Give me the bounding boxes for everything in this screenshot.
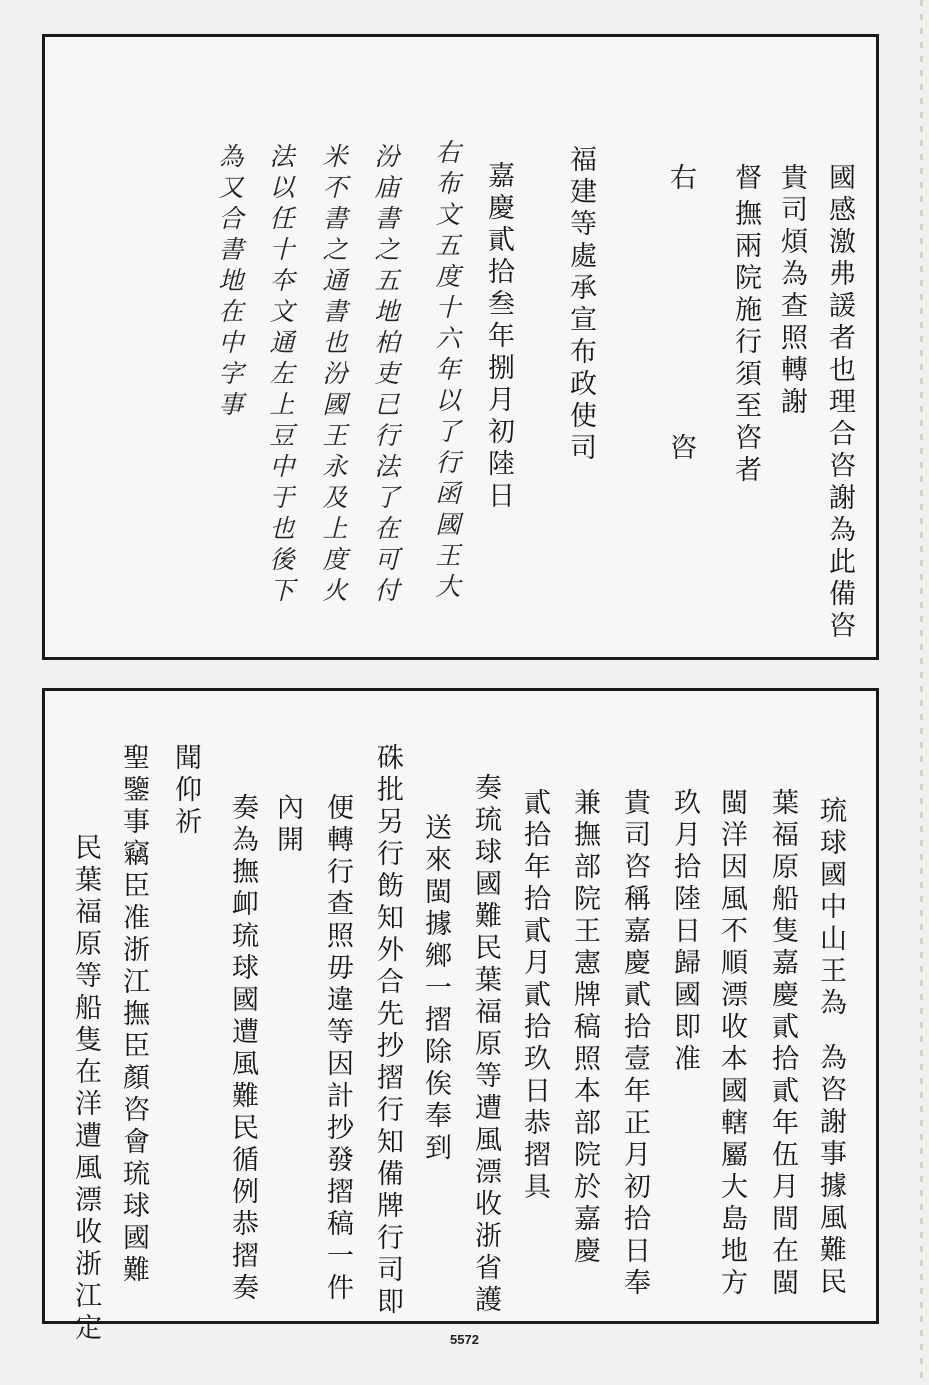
top-col-1: 國感激弗諼者也理合咨謝為此備咨 bbox=[824, 163, 855, 643]
top-col-3: 督 bbox=[730, 163, 761, 195]
bottom-col-10: 送來閩據鄉一摺除俟奉到 bbox=[420, 813, 451, 1165]
bottom-col-5: 玖月拾陸日歸國即准 bbox=[669, 788, 700, 1076]
top-col-5: 右 bbox=[665, 163, 696, 195]
top-col-12: 法以任十夲文通左上豆中于也後下 bbox=[266, 143, 295, 608]
top-col-11: 米不書之通書也汾國王永及上度火 bbox=[319, 143, 348, 608]
bottom-col-12: 便轉行查照毋違等因計抄發摺稿一件 bbox=[322, 793, 353, 1305]
top-col-4: 撫兩院施行須至咨者 bbox=[730, 199, 761, 487]
page-number: 5572 bbox=[450, 1332, 479, 1347]
bottom-col-3: 葉福原船隻嘉慶貳拾貳年伍月間在閩 bbox=[767, 788, 798, 1300]
top-col-13: 為又合書地在中字事 bbox=[215, 143, 244, 422]
top-document-panel bbox=[42, 34, 879, 660]
bottom-col-17: 民葉福原等船隻在洋遭風漂收浙江定 bbox=[70, 833, 101, 1345]
bottom-col-7: 兼撫部院王憲牌稿照本部院於嘉慶 bbox=[569, 788, 600, 1268]
bottom-col-13: 內開 bbox=[272, 793, 303, 857]
bottom-col-15: 聞仰祈 bbox=[170, 743, 201, 839]
bottom-col-16: 聖鑒事竊臣准浙江撫臣顏咨會琉球國難 bbox=[118, 743, 149, 1287]
bottom-col-6: 貴司咨稱嘉慶貳拾壹年正月初拾日奉 bbox=[619, 788, 650, 1300]
bottom-col-8: 貳拾年拾貳月貳拾玖日恭摺具 bbox=[519, 788, 550, 1204]
bottom-col-9: 奏琉球國難民葉福原等遭風漂收浙省護 bbox=[470, 773, 501, 1317]
top-col-2: 貴司煩為查照轉謝 bbox=[776, 163, 807, 419]
bottom-col-1: 琉球國中山王為 bbox=[815, 796, 846, 1020]
top-col-7: 福建等處承宣布政使司 bbox=[565, 145, 596, 465]
scan-edge-mark bbox=[920, 0, 923, 1385]
bottom-col-2: 為咨謝事據風難民 bbox=[815, 1043, 846, 1299]
bottom-col-11: 硃批另行飭知外合先抄摺行知備牌行司即 bbox=[372, 743, 403, 1319]
bottom-col-14: 奏為撫卹琉球國遭風難民循例恭摺奏 bbox=[227, 793, 258, 1305]
top-col-9: 右布文五度十六年以了行函國王大 bbox=[432, 139, 461, 604]
top-col-8: 嘉慶貳拾叁年捌月初陸日 bbox=[483, 161, 514, 513]
top-col-6: 咨 bbox=[665, 433, 696, 465]
top-col-10: 汾庙書之五地柏吏已行法了在可付 bbox=[371, 143, 400, 608]
bottom-col-4: 閩洋因風不順漂收本國轄屬大島地方 bbox=[716, 788, 747, 1300]
